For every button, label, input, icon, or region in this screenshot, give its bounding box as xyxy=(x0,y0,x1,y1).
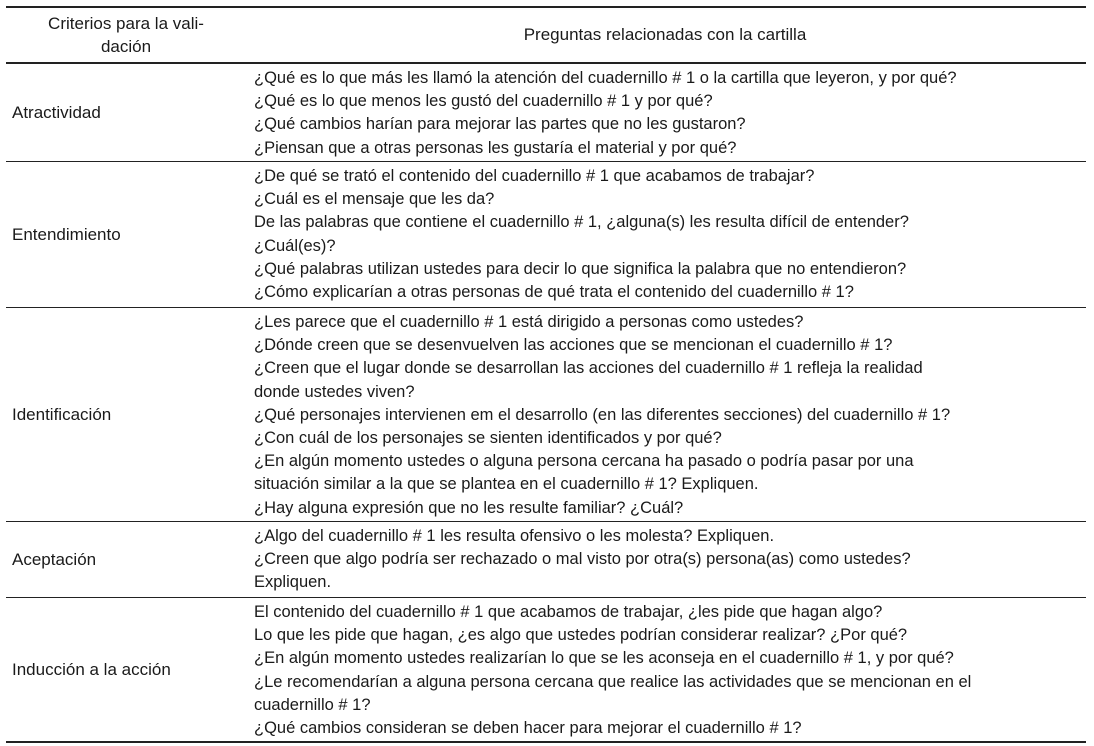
table-row xyxy=(6,598,1086,743)
table-header xyxy=(6,8,1086,62)
criterion-cell: Entendimiento xyxy=(12,224,121,244)
criterion-cell: Aceptación xyxy=(12,549,97,569)
table-row xyxy=(6,308,1086,522)
table-row xyxy=(6,162,1086,308)
questions-cell: ¿Qué es lo que más les llamó la atención del cuadernillo # 1 o la cartilla que leyeron, y por qué? ¿Qué es lo que menos les gustó del cuadernillo # 1 y por qué? ¿Qué cambios harían para mejorar las partes que no les gustaron? ¿Piensan que a otras personas les gustaría el material y por qué? xyxy=(254,69,957,157)
questions-cell: ¿Les parece que el cuadernillo # 1 está dirigido a personas como ustedes? ¿Dónde creen que se desenvuelven las acciones que se mencionan el cuadernillo # 1? ¿Creen que el lugar donde se desarrollan las acciones del cuadernillo # 1 refleja la realidad donde ustedes viven? ¿Qué personajes intervienen em el desarrollo (en las diferentes secciones) del cuadernillo # 1? ¿Con cuál de los personajes se sienten identificados y por qué? ¿En algún momento ustedes o alguna persona cercana ha pasado o podría pasar por una situación similar a la que se plantea en el cuadernillo # 1? Expliquen. ¿Hay alguna expresión que no les resulte familiar? ¿Cuál? xyxy=(254,313,951,517)
criterion-cell: Identificación xyxy=(12,404,112,424)
header-questions: Preguntas relacionadas con la cartilla xyxy=(523,25,807,44)
header-criteria: Criterios para la vali- dación xyxy=(48,14,204,56)
table-row xyxy=(6,522,1086,598)
questions-cell: ¿De qué se trató el contenido del cuadernillo # 1 que acabamos de trabajar? ¿Cuál es el mensaje que les da? De las palabras que contiene el cuadernillo # 1, ¿alguna(s) les resulta difícil de entender? ¿Cuál(es)? ¿Qué palabras utilizan ustedes para decir lo que significa la palabra que no entendieron? ¿Cómo explicarían a otras personas de qué trata el contenido del cuadernillo # 1? xyxy=(254,167,909,302)
table-row xyxy=(6,64,1086,162)
questions-cell: ¿Algo del cuadernillo # 1 les resulta ofensivo o les molesta? Expliquen. ¿Creen que algo podría ser rechazado o mal visto por otra(s) persona(as) como ustedes? Expliquen. xyxy=(254,527,911,592)
criterion-cell: Inducción a la acción xyxy=(12,659,171,679)
criterion-cell: Atractividad xyxy=(12,102,101,122)
questions-cell: El contenido del cuadernillo # 1 que acabamos de trabajar, ¿les pide que hagan algo? Lo que les pide que hagan, ¿es algo que ustedes podrían considerar realizar? ¿Por qué? ¿En algún momento ustedes realizarían lo que se les aconseja en el cuadernillo # 1, y por qué? ¿Le recomendarían a alguna persona cercana que realice las actividades que se mencionan en el cuadernillo # 1? ¿Qué cambios consideran se deben hacer para mejorar el cuadernillo # 1? xyxy=(254,603,972,738)
